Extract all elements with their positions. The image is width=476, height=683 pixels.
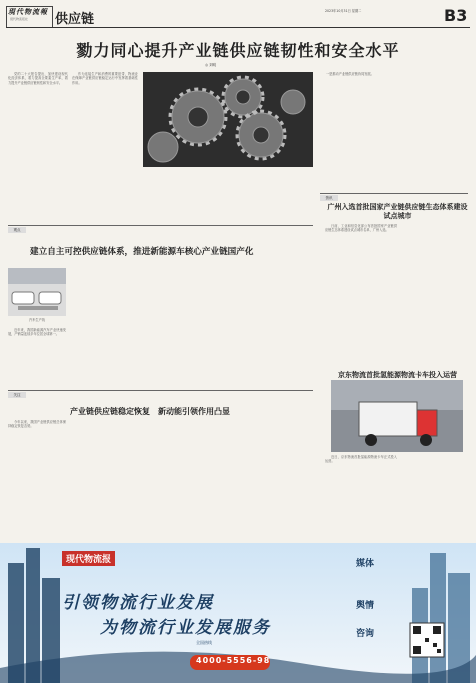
article4-col-2	[400, 455, 468, 535]
article2-col-4	[198, 268, 254, 386]
article2-text: 近年来，我国新能源汽车产业快速发展，产销量连续多年位居全球第一。	[8, 328, 66, 337]
truck-image	[331, 380, 463, 452]
article3-text: 日前，工业和信息化部公布首批国家产业链供应链生态体系建设试点城市名单，广州入选。	[325, 224, 397, 233]
ad-slogan-1: 引领物流行业发展	[62, 593, 214, 613]
main-col-1	[8, 72, 68, 222]
viewpoint-rule	[8, 225, 313, 226]
ad-slogan-2: 为物流行业发展服务	[100, 618, 271, 638]
main-col-3	[143, 170, 225, 225]
main-byline: ◎ 刘明	[205, 63, 217, 67]
gears-illustration	[143, 72, 313, 167]
article5-col-2	[70, 420, 128, 538]
article2-col-1	[8, 328, 66, 386]
follow-rule	[8, 390, 313, 391]
article2-headline: 建立自主可控供应链体系，推进新能源车核心产业链国产化	[30, 247, 254, 257]
article3-headline: 广州入选首批国家产业链供应链生态体系建设试点城市	[327, 203, 468, 220]
main-col-4	[228, 170, 313, 225]
article5-col-1	[8, 420, 66, 538]
article5-col-3	[132, 420, 190, 538]
article2-col-2	[70, 268, 130, 386]
main-col-5	[320, 72, 390, 182]
truck-illustration	[331, 380, 463, 452]
gears-image	[143, 72, 313, 167]
main-col-2	[72, 72, 138, 222]
cars-caption: 汽车生产线	[29, 318, 45, 322]
main-col-6	[396, 72, 468, 182]
page-number: B3	[444, 6, 468, 25]
main-ending	[320, 182, 468, 192]
article5-headline: 产业链供应链稳定恢复 新动能引领作用凸显	[70, 407, 230, 416]
article3-col-1	[325, 224, 397, 369]
masthead-title: 現代物流報	[8, 8, 48, 16]
news-rule	[320, 193, 468, 194]
news-tag: 资讯	[320, 195, 338, 201]
section-name: 供应链	[55, 12, 95, 27]
viewpoint-tag: 观点	[8, 227, 26, 233]
article5-col-5	[256, 420, 314, 538]
header-rule	[6, 27, 470, 28]
cars-illustration	[8, 268, 66, 316]
article4-headline: 京东物流首批氢能源物流卡车投入运营	[338, 371, 457, 379]
dateline: 2023年10月31日 星期二	[325, 9, 362, 13]
main-col5-text: 一是推动产业链供应链协同发展。	[326, 72, 374, 76]
main-col2-text: 作为连接生产和消费的重要纽带，物流业在保障产业链供应链稳定运行中发挥着基础性作用。	[72, 72, 138, 85]
article4-col-1	[325, 455, 397, 535]
article5-col-4	[194, 420, 252, 538]
article4-text: 近日，京东物流首批氢能源物流卡车正式投入运营。	[325, 455, 397, 464]
ad-phone-label: 全国热线	[196, 640, 212, 645]
advertisement	[0, 543, 476, 683]
follow-tag: 关注	[8, 392, 26, 398]
article2-col-3	[134, 268, 194, 386]
ad-brand: 现代物流报	[62, 551, 115, 566]
masthead-sub: 现代物流报社	[10, 17, 29, 21]
main-headline: 勠力同心提升产业链供应链韧性和安全水平	[76, 41, 400, 60]
article3-col-2	[400, 224, 468, 369]
ad-item-1: 媒体	[356, 559, 375, 569]
main-col1-text: 党的二十大报告提出，加快建设现代化经济体系，着力提高全要素生产率，着力提升产业链供应链韧性和安全水平。	[8, 72, 68, 85]
article5-text: 今年以来，我国产业链供应链总体保持稳定恢复态势。	[8, 420, 66, 429]
ad-item-3: 咨询	[356, 629, 375, 639]
ad-phone: 4000-5556-98	[196, 656, 271, 665]
article2-col-5	[258, 268, 314, 386]
cars-image	[8, 268, 66, 316]
ad-item-2: 舆情	[356, 601, 375, 611]
